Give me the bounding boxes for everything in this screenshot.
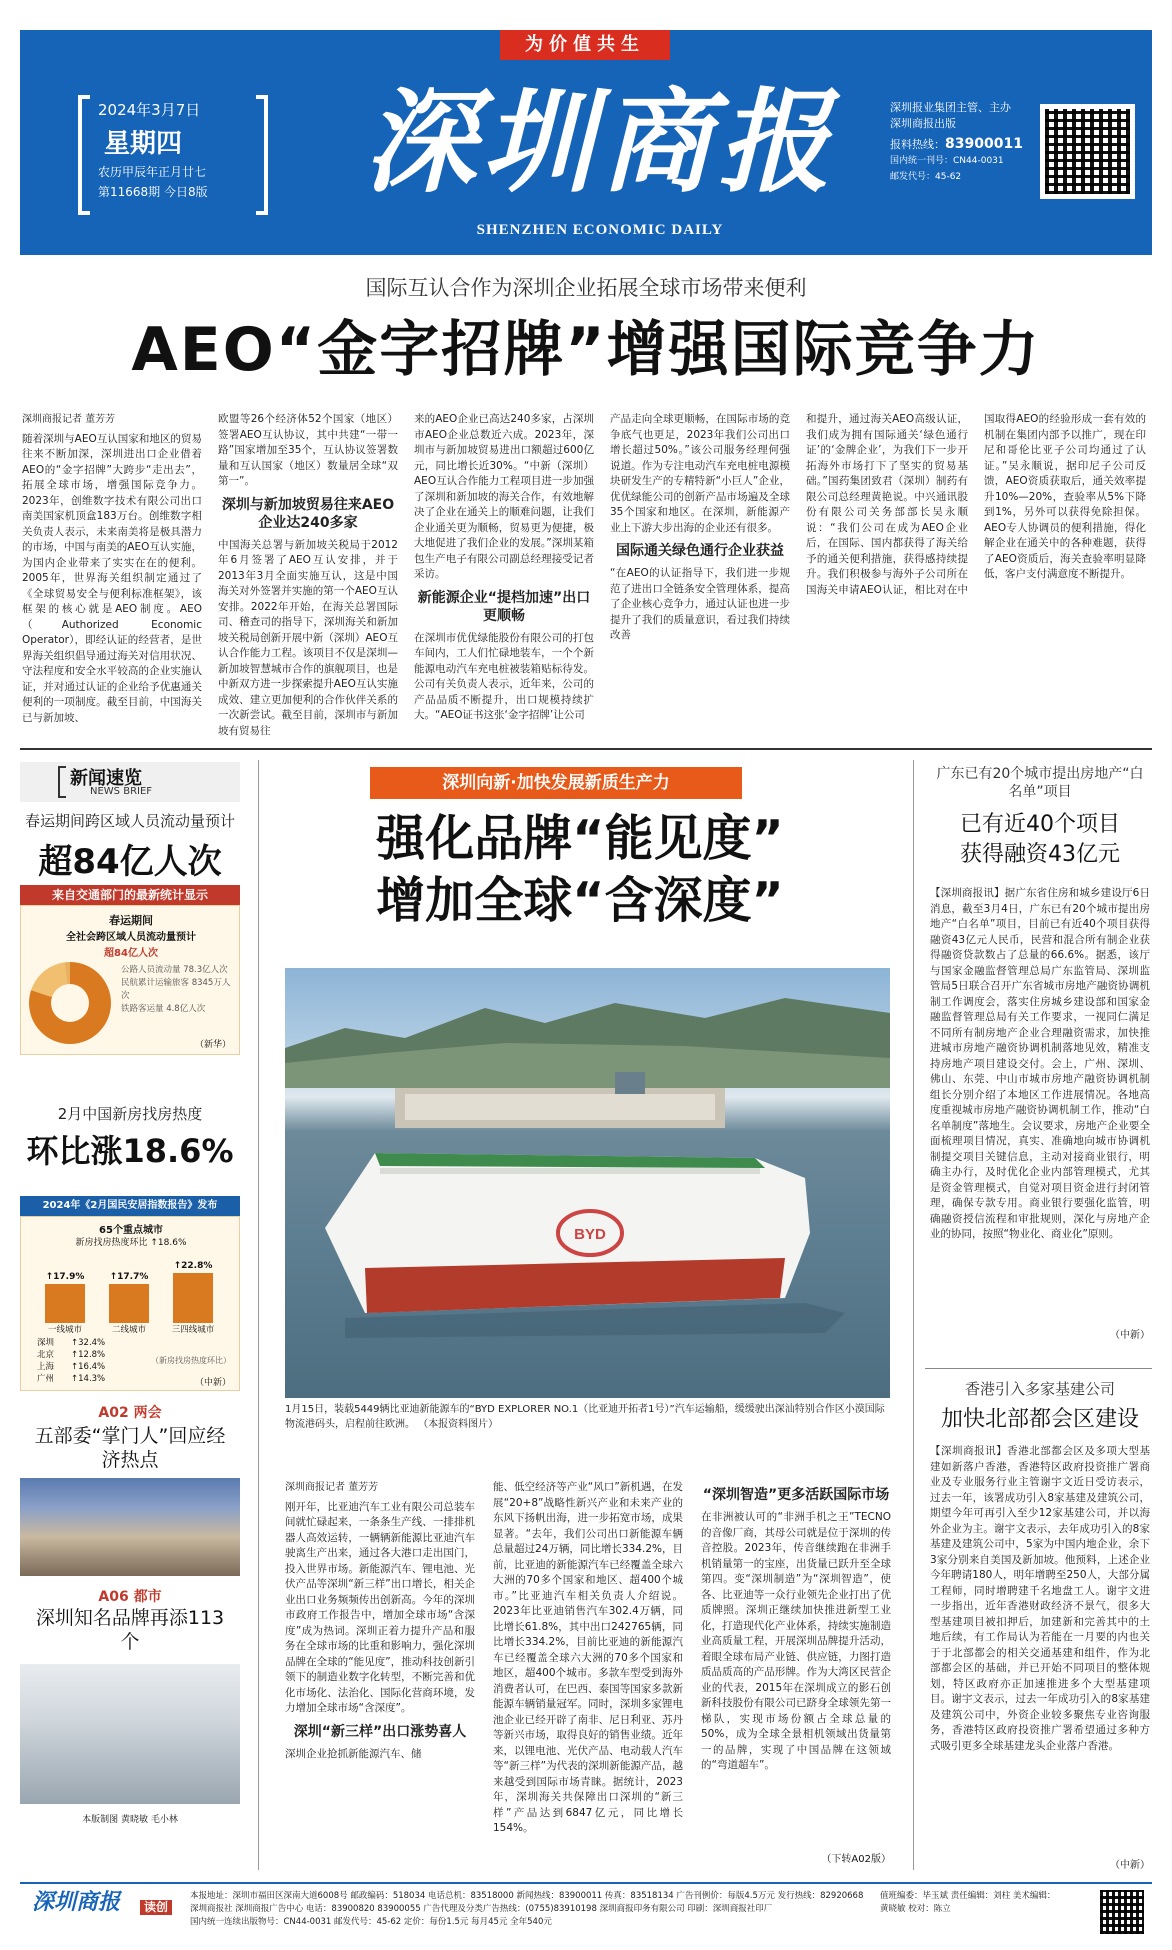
city-value: ↑14.3% xyxy=(71,1374,106,1384)
ship-illustration xyxy=(285,968,890,1398)
right1-title-l1: 已有近40个项目 xyxy=(960,812,1120,837)
right1-body xyxy=(930,886,1150,1324)
city-name: 广州 xyxy=(37,1374,55,1384)
lead-col-3 xyxy=(414,412,594,737)
hotline-label: 报料热线： xyxy=(890,138,945,151)
brief2-tier-bars xyxy=(31,1251,231,1323)
lead-col-4 xyxy=(610,412,790,737)
footer-editors: 值班编委：毕玉斌 责任编辑：刘柱 美术编辑：黄晓敏 校对：陈立 xyxy=(880,1891,1056,1914)
hotline-number: 83900011 xyxy=(945,136,1023,152)
tier-label: 二线城市 xyxy=(111,1325,146,1335)
right1-title xyxy=(930,810,1150,870)
brief1-legend-2: 民航累计运输旅客 8345万人次 xyxy=(121,978,231,1001)
column-rule-right xyxy=(913,760,914,1870)
right1-kicker: 广东已有20个城市提出房地产“白名单”项目 xyxy=(936,766,1144,800)
city-name: 深圳 xyxy=(37,1338,55,1348)
brief1-legend xyxy=(121,964,236,1016)
right1-body-text: 【深圳商报讯】据广东省住房和城乡建设厅6日消息，截至3月4日，广东已有20个城市提出房地产“白名单”项目，目前已有近40个项目获得融资43亿元人民币，民营和混合所有制企业获得融资贷款数占了总量的66.6%。据悉，该厅与国家金融监督管理总局广东监管局、深圳监管局5日联合召开广东省城市房地产融资协调机制工作调度会，落实住房城乡建设部和国家金融监督管理总局有关工作要求，一视同仁满足不同所有制房地产企业合理融资需求，加快推进城市房地产融资协调机制落地见效，精准支持房地产项目建设交付。会上，广州、深圳、佛山、东莞、中山市城市房地产融资协调机制组长分别介绍了本地区工作进展情况。各地高度重视城市房地产融资协调机制工作，推动“白名单制度”落地生。会议要求，房地产企业要全面梳理项目情况，真实、准确地向城市协调机制提交项目关键信息，主动对接商业银行，明确主办行，及时优化企业内部管理模式，尤其是资金管理模式，自觉对项目资金进行封闭管理，确保专款专用。商业银行要强化监管，明确融资授信流程和审批规则，深化与房地产企业的协同，按照“物业化、商业化”原则。 xyxy=(930,887,1150,1240)
right1-source: （中新） xyxy=(1110,1330,1150,1341)
lunar-date: 农历甲辰年正月廿七 xyxy=(98,165,207,179)
lead-col-2 xyxy=(218,412,398,737)
right-divider xyxy=(925,1368,1152,1369)
news-brief-title-en: NEWS BRIEF xyxy=(90,786,153,797)
feature-byline: 深圳商报记者 董芳芳 xyxy=(285,1482,379,1493)
city-name: 北京 xyxy=(37,1350,55,1360)
brief2-city-list xyxy=(37,1337,147,1385)
brief3-section: A02 两会 xyxy=(98,1405,162,1421)
city-value: ↑12.8% xyxy=(71,1350,106,1360)
column-rule-left xyxy=(258,760,259,1870)
lead-col3-subhead: 新能源企业“提档加速”出口更顺畅 xyxy=(417,589,591,624)
lead-col2a-text: 欧盟等26个经济体52个国家（地区）签署AEO互认协议，其中共建“一带一路”国家增加至35个，互认协议签署数量和互认国家（地区）数量居全球“双第一”。 xyxy=(218,413,398,487)
brief1-donut xyxy=(29,962,111,1044)
feature-continued: （下转A02版） xyxy=(821,1854,891,1865)
brief2-band: 2024年《2月国民安居指数报告》发布 xyxy=(20,1196,240,1216)
lead-col2b-text: 中国海关总署与新加坡关税局于2012年6月签署了AEO互认安排，并于2013年3月全面实施互认，这是中国海关对外签署并实施的第一个AEO互认安排。2022年开始，在海关总署国际司、稽查司的指导下，深圳海关和新加坡关税局创新开展中新（深圳）AEO互认合作能力工程。该项目不仅是深圳—新加坡智慧城市合作的旗舰项目，也是中新双方进一步探索提升AEO互认实施成效、建立更加便利的合作伙伴关系的一次新尝试。截至目前，深圳市与新加坡有贸易往 xyxy=(218,538,398,737)
masthead-slogan: 为价值共生 xyxy=(500,30,670,60)
city-row xyxy=(37,1361,147,1373)
feature-col-3 xyxy=(701,1480,891,1848)
brief2-source: （中新） xyxy=(194,1378,231,1388)
feature-col1b-text: 深圳企业抢抓新能源汽车、储 xyxy=(285,1747,422,1760)
footer-info xyxy=(190,1890,870,1929)
footer-line-3: 国内统一连续出版物号：CN44-0031 邮发代号：45-62 定价：每份1.5元 每月45元 全年540元 xyxy=(190,1917,552,1927)
feature-caption: 1月15日，装载5449辆比亚迪新能源车的“BYD EXPLORER NO.1（比亚迪开拓者1号）”汽车运输船，缓缓驶出深汕特别合作区小漠国际物流港码头，启程前往欧洲。 （本报资料图片） xyxy=(285,1404,885,1430)
city-row xyxy=(37,1337,147,1349)
tier-label: 三四线城市 xyxy=(171,1325,215,1335)
date-box xyxy=(78,95,268,215)
brief1-box-title: 春运期间 xyxy=(109,914,153,927)
brief1-head: 春运期间跨区域人员流动量预计 xyxy=(24,812,235,830)
tier-bar-value: ↑17.9% xyxy=(45,1272,85,1282)
tier-label: 一线城市 xyxy=(47,1325,82,1335)
brief1-legend-1: 公路人员流动量 78.3亿人次 xyxy=(121,965,228,975)
cn-number: 国内统一刊号：CN44-0031 xyxy=(890,156,1004,166)
city-name: 上海 xyxy=(37,1362,55,1372)
lead-kicker: 国际互认合作为深圳企业拓展全球市场带来便利 xyxy=(365,276,807,300)
brief4-title[interactable]: 深圳知名品牌再添113个 xyxy=(35,1607,225,1653)
lead-col-5 xyxy=(806,412,1146,737)
tier-bar-value: ↑17.7% xyxy=(109,1272,149,1282)
brief1-infobox xyxy=(20,905,240,1055)
feature-col3-subhead: “深圳智造”更多活跃国际市场 xyxy=(702,1487,890,1503)
footer-app-tag[interactable]: 读创 xyxy=(140,1900,172,1915)
date-bracket-left xyxy=(78,95,90,215)
feature-col-2 xyxy=(493,1480,683,1865)
publisher-info xyxy=(890,100,1050,185)
brief2-tier-labels xyxy=(31,1323,231,1337)
feature-photo xyxy=(285,968,890,1398)
brief1-box-sub: 全社会跨区域人员流动量预计 xyxy=(66,932,196,943)
right2-body xyxy=(930,1444,1150,1854)
city-row xyxy=(37,1373,147,1385)
brief3-title[interactable]: 五部委“掌门人”回应经济热点 xyxy=(34,1425,226,1471)
brief1-band: 来自交通部门的最新统计显示 xyxy=(20,885,240,905)
postal-code: 邮发代号：45-62 xyxy=(890,172,962,182)
city-row xyxy=(37,1349,147,1361)
footer-line-1: 本报地址：深圳市福田区深南大道6008号 邮政编码：518034 电话总机：83518000 新闻热线：83900011 传真：83518134 广告刊例价：每版4.5万元 发行热线：82920668 xyxy=(190,1891,864,1901)
issue-number: 第11668期 今日8版 xyxy=(98,185,208,199)
brief2-head: 2月中国新房找房热度 xyxy=(57,1105,203,1123)
feature-title-line1: 强化品牌“能见度” xyxy=(376,810,784,867)
tier-bar xyxy=(109,1284,149,1323)
tier-bar-value: ↑22.8% xyxy=(173,1261,213,1271)
lead-col2-subhead: 深圳与新加坡贸易往来AEO企业达240多家 xyxy=(221,496,395,531)
publisher-line2: 深圳商报出版 xyxy=(890,117,956,130)
issue-weekday: 星期四 xyxy=(104,129,183,159)
feature-col-1 xyxy=(285,1480,475,1865)
lead-col-1 xyxy=(22,412,202,737)
footer-logo: 深圳商报 xyxy=(32,1889,121,1915)
right2-source: （中新） xyxy=(1110,1860,1150,1871)
feature-col1-text: 刚开年，比亚迪汽车工业有限公司总装车间就忙碌起来，一条条生产线、一排排机器人高效运转，一辆辆新能源比亚迪汽车驶离生产出来，通过各大港口走出国门，投入世界市场。新能源汽车、锂电池、光伏产品等深圳“新三样”出口增长，相关企业出口业务频频传出创新高。今年的深圳市政府工作报告中，增加全球市场“含深度”成为热词。深圳正着力提升产品和服务在全球市场的比重和影响力，强化深圳品牌在全球的“能见度”，推动科技创新引领下的制造业数字化转型，不断完善和优化市场化、法治化、国际化营商环境，发力增加全球市场“含深度”。 xyxy=(285,1500,475,1714)
footer xyxy=(20,1882,1152,1938)
brief1-source: （新华） xyxy=(194,1040,231,1050)
feature-title-line2: 增加全球“含深度” xyxy=(376,872,784,929)
date-bracket-right xyxy=(256,95,268,215)
news-brief-bracket xyxy=(58,766,66,798)
brief2-infobox xyxy=(20,1216,240,1391)
lead-col4b-text: “在AEO的认证指导下，我们进一步规范了进出口全链条安全管理体系，提高了企业核心竞争力，通过认证也进一步提升了我们的质量意识，看过我们持续改善 xyxy=(610,567,790,641)
lead-col3b-text: 在深圳市优优绿能股份有限公司的打包车间内，工人们忙碌地装车，一个个新能源电动汽车充电桩被装箱贴标待发。公司有关负责人表示，近年来，公司的产品品质不断提升，出口规模持续扩大。“AEO证书这张‘金字招牌’让公司 xyxy=(414,631,594,721)
brief1-box-total: 超84亿人次 xyxy=(104,948,158,959)
lead-col5-text: 和提升，通过海关AEO高级认证，我们成为拥有国际通关‘绿色通行证’的‘金牌企业’，为我们下一步开拓海外市场打下了坚实的贸易基础。”国药集团致君（深圳）制药有限公司总经理黄艳说。中兴通讯股份有限公司关务部部长吴永顺说：“我们公司在成为AEO企业后，在国际、国内都获得了海关给予的通关便利措施，获得感持续提升。我们积极参与海外子公司所在国海关申请AEO认证，相比对在中国取得AEO的经验形成一套有效的机制在集团内部予以推广，现在印尼和哥伦比亚子公司均通过了认证。”吴永顺说，据印尼子公司反馈，AEO资质获取后，通关效率提升10%—20%，查验率从5%下降到1%，另外可以获得免除担保。AEO专人协调员的便利措施，得化解企业在通关中的各种难题，获得了AEO资质后，海关查验率明显降低，客户支付满意度不断提升。 xyxy=(806,413,1146,596)
brief1-big: 超84亿人次 xyxy=(38,842,222,882)
lead-col1-text: 随着深圳与AEO互认国家和地区的贸易往来不断加深，深圳进出口企业借着AEO的“金字招牌”大跨步“走出去”，拓展全球市场，增强国际竞争力。2023年，创维数字技术有限公司出口南美国家机顶盒183万台。创维数字相关负责人表示，未来南美将是极具潜力的市场，中国与南美的AEO互认实施，为国内企业带来了实实在在的便利。2005年，世界海关组织制定通过了《全球贸易安全与便利标准框架》，该框架的核心就是AEO制度。AEO（Authorized Economic Operator），即经认证的经营者，是世界海关组织倡导通过海关对信用状况、守法程度和安全水平较高的企业实施认证，并对通过认证的企业给予优惠通关便利的一项制度。截至目前，中国海关已与新加坡、 xyxy=(22,432,202,724)
lead-byline: 深圳商报记者 董芳芳 xyxy=(22,414,116,425)
footer-qr-code-icon[interactable] xyxy=(1098,1888,1146,1936)
publisher-line1: 深圳报业集团主管、主办 xyxy=(890,101,1011,114)
tier-bar xyxy=(45,1284,85,1323)
brief1-legend-3: 铁路客运量 4.8亿人次 xyxy=(121,1004,206,1014)
lead-col4-subhead: 国际通关绿色通行企业获益 xyxy=(616,543,784,559)
section-divider xyxy=(20,748,1152,750)
brief3-photo xyxy=(20,1478,240,1576)
lead-col4a-text: 产品走向全球更顺畅，在国际市场的竞争底气也更足，2023年我们公司出口增长超过50%。”该公司服务经理何强说道。作为专注电动汽车充电桩电源模块研发生产的专精特新“小巨人”企业，优优绿能公司的创新产品市场遍及全球35个国家和地区。在深圳，新能源产业上下游大步出海的企业还有很多。 xyxy=(610,413,790,534)
feature-col2-text: 能、低空经济等产业“风口”新机遇，在发展“20+8”战略性新兴产业和未来产业的东风下扬帆出海，进一步拓宽市场，成果显著。“去年，我们公司出口新能源车辆总量超过24万辆，同比增长334.2%，目前，比亚迪的新能源汽车已经覆盖全球六大洲的70多个国家和地区、超400个城市。”比亚迪汽车相关负责人介绍说。2023年比亚迪销售汽车302.4万辆，同比增长61.8%，其中出口242765辆，同比增长334.2%，目前比亚迪的新能源汽车已经覆盖全球六大洲的70多个国家和地区，超400个城市。多款车型受到海外消费者认可，在巴西、泰国等国家多款新能源车辆销量冠军。同时，深圳多家锂电池企业已经开辟了南非、尼日利亚、苏丹等新兴市场，取得良好的销售业绩。近年来，以锂电池、光伏产品、电动载人汽车等“新三样”为代表的深圳新能源产品，越来越受到国际市场青睐。据统计，2023年，深圳海关共保障出口深圳的“新三样”产品达到6847亿元，同比增长154%。 xyxy=(493,1481,683,1834)
footer-line-2: 深圳商报社 深圳商报广告中心 电话：83900820 83900055 广告代理及分类广告热线：(0755)83910198 深圳商报印务有限公司 印刷：深圳商报社印厂 xyxy=(190,1904,773,1914)
feature-col3-text: 在非洲被认可的“非洲手机之王”TECNO的音像厂商，其母公司就是位于深圳的传音控股。2023年，传音继续跑在非洲手机销量第一的宝座，出货量已跃升至全球第四。变“深圳制造”为“深圳智造”，使各、比亚迪等一众行业领先企业打出了优质牌照。深圳正继续加快推进新型工业化，打造现代化产业体系，持续实施制造业高质量工程，开展深圳品牌提升活动，着眼全球布局产业链、供应链，力图打造质品质高的产品形牌。作为大湾区民营企业的代表，2015年在深圳成立的影石创新科技股份有限公司已跻身全球领先第一梯队，实现市场份额占全球总量的50%，成为全球全景相机领域出货量第一的品牌，实现了中国品牌在这领域的“弯道超车”。 xyxy=(701,1511,891,1771)
feature-banner: 深圳向新·加快发展新质生产力 xyxy=(370,767,742,799)
news-brief-header xyxy=(20,762,240,802)
city-value: ↑16.4% xyxy=(71,1362,106,1372)
feature-col1-subhead: 深圳“新三样”出口涨势喜人 xyxy=(293,1723,467,1740)
qr-code-icon[interactable] xyxy=(1040,104,1135,199)
issue-date: 2024年3月7日 xyxy=(98,101,201,119)
right2-title: 加快北部都会区建设 xyxy=(940,1407,1139,1432)
brief2-box-sub: 新房找房热度环比 ↑18.6% xyxy=(75,1238,187,1248)
right2-body-text: 【深圳商报讯】香港北部都会区及多项大型基建如新落户香港，香港特区政府投资推广署商业及专业服务行业主管谢宇文近日受访表示，过去一年，该署成功引入8家基建及建筑公司，期望今年可再引入至少12家基建公司，并以海外企业为主。谢宇文表示，去年成功引入的8家基建及建筑公司中，5家为中国内地企业，余下3家分别来自美国及新加坡。他预料，上述企业今年聘请180人，明年增聘至250人，大部分属工程师，同时增聘建千名地盘工人。谢宇文进一步指出，近年香港财政经济不景气，很多大型基建项目被扣押后，加建新和完善其中的土地后续，有工作局认为若能在一月要的内也关于于北部都会的相关交通基建和组件，作为北部都会区的基础，并已开始不同项目的整体规划，特区政府亦正加速推进多个大型基建项目。谢宇文表示，过去一年成功引入的8家基建及建筑公司中，外资企业较多聚焦专业咨询服务，香港特区政府投资推广署希望通过多种方式吸引更多全球基建龙头企业落户香港。 xyxy=(930,1445,1150,1752)
newspaper-logo: 深圳商报 xyxy=(364,77,836,208)
right1-title-l2: 获得融资43亿元 xyxy=(960,842,1120,867)
brief4-photo xyxy=(20,1664,240,1804)
city-value: ↑32.4% xyxy=(71,1338,106,1348)
lead-headline: AEO“金字招牌”增强国际竞争力 xyxy=(131,315,1041,385)
lead-col3a-text: 来的AEO企业已高达240多家，占深圳市AEO企业总数近六成。2023年，深圳市与新加坡贸易进出口额超过600亿元，同比增长近30%。“中新（深圳）AEO互认合作能力工程项目进一步加强了深圳和新加坡的海关合作，有效地解决了企业在通关上的顺难问题，让我们企业通关更为顺畅，贸易更为便捷，极大地促进了我们企业的发展。”深圳某箱包生产电子有限公司副总经理接受记者采访。 xyxy=(414,413,594,580)
newspaper-logo-en: SHENZHEN ECONOMIC DAILY xyxy=(476,222,724,238)
feature-title xyxy=(260,808,900,932)
brief4-section: A06 都市 xyxy=(98,1589,162,1605)
right2-kicker: 香港引入多家基建公司 xyxy=(964,1380,1115,1398)
ship-logo: BYD xyxy=(574,1226,606,1243)
news-brief-title: 新闻速览 xyxy=(70,768,142,789)
photo-credit: 本版制图 黄晓敏 毛小林 xyxy=(82,1815,178,1825)
brief2-note: （新房找房热度环比） xyxy=(151,1356,231,1365)
donut-hole xyxy=(51,984,89,1022)
tier-bar xyxy=(173,1273,213,1323)
brief2-box-title: 65个重点城市 xyxy=(99,1225,163,1236)
brief2-big: 环比涨18.6% xyxy=(26,1132,234,1170)
